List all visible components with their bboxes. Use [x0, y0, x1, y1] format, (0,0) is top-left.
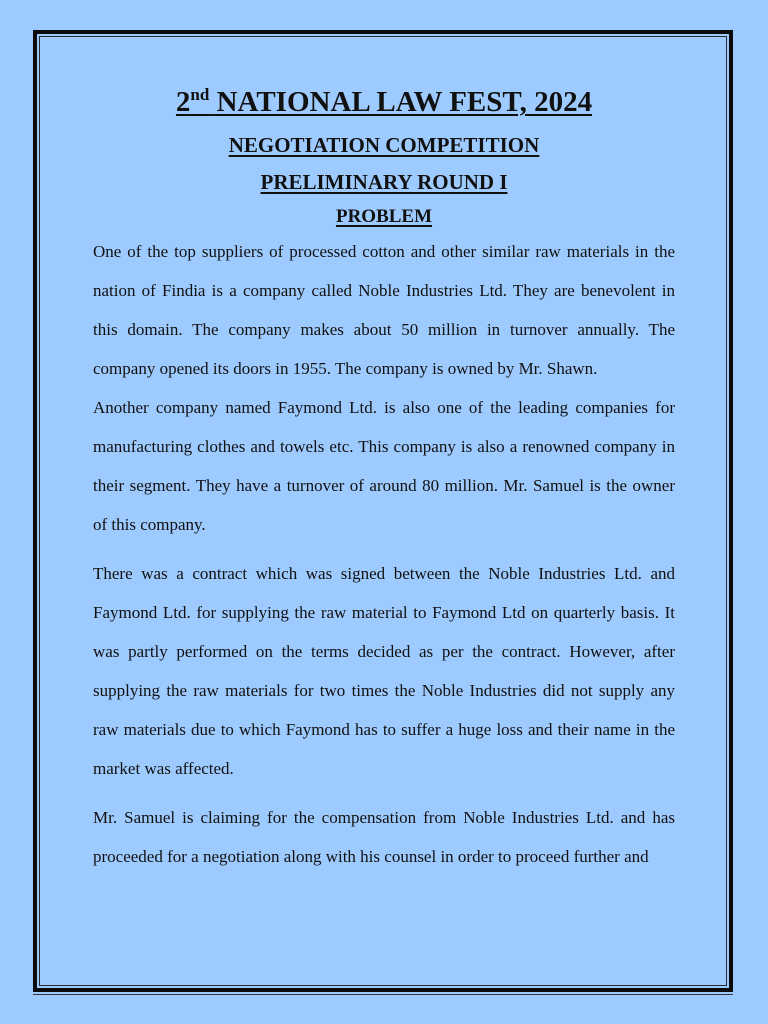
- problem-heading: PROBLEM: [335, 206, 433, 227]
- paragraph-1: One of the top suppliers of processed cotton and other similar raw materials in the nation of Findia is a company called Noble Industries Ltd. They are benevolent in this domain. The company makes about 50 million in turnover annually. The company opened its doors in 1955. The company is owned by Mr. Shawn.: [93, 242, 675, 378]
- round-heading: PRELIMINARY ROUND I: [260, 170, 508, 194]
- paragraph-4: Mr. Samuel is claiming for the compensation from Noble Industries Ltd. and has proceeded for a negotiation along with his counsel in order to proceed further and: [93, 808, 675, 866]
- competition-subtitle: NEGOTIATION COMPETITION: [228, 133, 540, 157]
- bottom-rule: [33, 994, 733, 995]
- paragraph-2: Another company named Faymond Ltd. is also one of the leading companies for manufacturing clothes and towels etc. This company is also a renowned company in their segment. They have a turnover of around 80 million. Mr. Samuel is the owner of this company.: [93, 398, 675, 534]
- paragraph-3: There was a contract which was signed between the Noble Industries Ltd. and Faymond Ltd. for supplying the raw material to Faymond Ltd on quarterly basis. It was partly performed on the terms decided as per the contract. However, after supplying the raw materials for two times the Noble Industries did not supply any raw materials due to which Faymond has to suffer a huge loss and their name in the market was affected.: [93, 564, 675, 778]
- title-main: NATIONAL LAW FEST, 2024: [209, 86, 593, 118]
- title-prefix: 2: [175, 86, 191, 118]
- document-title: [0, 86, 768, 119]
- title-superscript: nd: [190, 85, 210, 104]
- problem-body: [93, 232, 675, 876]
